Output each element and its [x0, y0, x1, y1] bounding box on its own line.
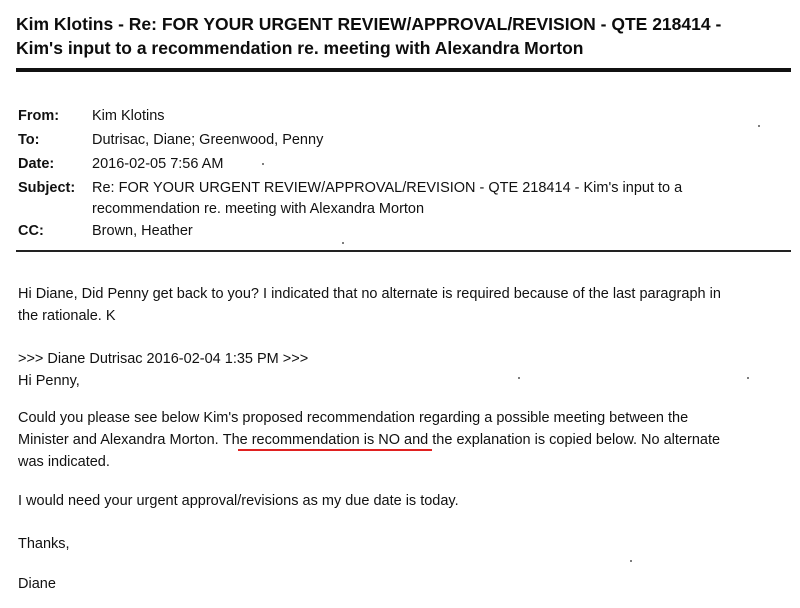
reply-paragraph [18, 283, 788, 327]
to-value: Dutrisac, Diane; Greenwood, Penny [92, 132, 324, 148]
request-line-2-start: Minister and Alexandra Morton. [18, 432, 223, 448]
header-divider [16, 250, 791, 252]
closing-thanks: Thanks, [18, 536, 70, 552]
greeting-line: Hi Penny, [18, 373, 80, 389]
cc-value: Brown, Heather [92, 223, 193, 239]
reply-line-2: the rationale. K [18, 308, 116, 324]
scan-speck [262, 163, 264, 165]
from-label: From: [18, 108, 60, 124]
highlighted-recommendation: The recommendation is NO [222, 432, 401, 448]
subject-label: Subject: [18, 180, 76, 196]
date-label: Date: [18, 156, 55, 172]
scan-speck [518, 377, 520, 379]
cc-label: CC: [18, 223, 44, 239]
quote-header-line: >>> Diane Dutrisac 2016-02-04 1:35 PM >>> [18, 351, 309, 367]
email-title [16, 12, 786, 60]
red-underline-annotation [238, 449, 432, 451]
to-label: To: [18, 132, 40, 148]
scan-speck [630, 560, 632, 562]
urgency-paragraph: I would need your urgent approval/revisions as my due date is today. [18, 493, 459, 509]
request-line-2-end: and the explanation is copied below. No alternate [400, 432, 721, 448]
reply-line-1: Hi Diane, Did Penny get back to you? I indicated that no alternate is required because of the last paragraph in [18, 286, 721, 302]
subject-value-line-1: Re: FOR YOUR URGENT REVIEW/APPROVAL/REVISION - QTE 218414 - Kim's input to a [92, 180, 683, 196]
scan-speck [342, 242, 344, 244]
title-divider [16, 68, 791, 72]
email-title-line-1: Kim Klotins - Re: FOR YOUR URGENT REVIEW/APPROVAL/REVISION - QTE 218414 - [16, 14, 722, 34]
request-line-2 [18, 429, 788, 451]
subject-value-line-2: recommendation re. meeting with Alexandra Morton [92, 201, 425, 217]
quoted-message-header [18, 348, 788, 392]
scan-speck [758, 125, 760, 127]
request-line-3: was indicated. [18, 454, 110, 470]
request-paragraph [18, 407, 788, 473]
scan-speck [747, 377, 749, 379]
from-value: Kim Klotins [92, 108, 165, 124]
email-title-line-2: Kim's input to a recommendation re. meeting with Alexandra Morton [16, 38, 584, 58]
signature: Diane [18, 576, 56, 592]
request-line-1: Could you please see below Kim's proposed recommendation regarding a possible meeting between the [18, 410, 689, 426]
date-value: 2016-02-05 7:56 AM [92, 156, 224, 172]
